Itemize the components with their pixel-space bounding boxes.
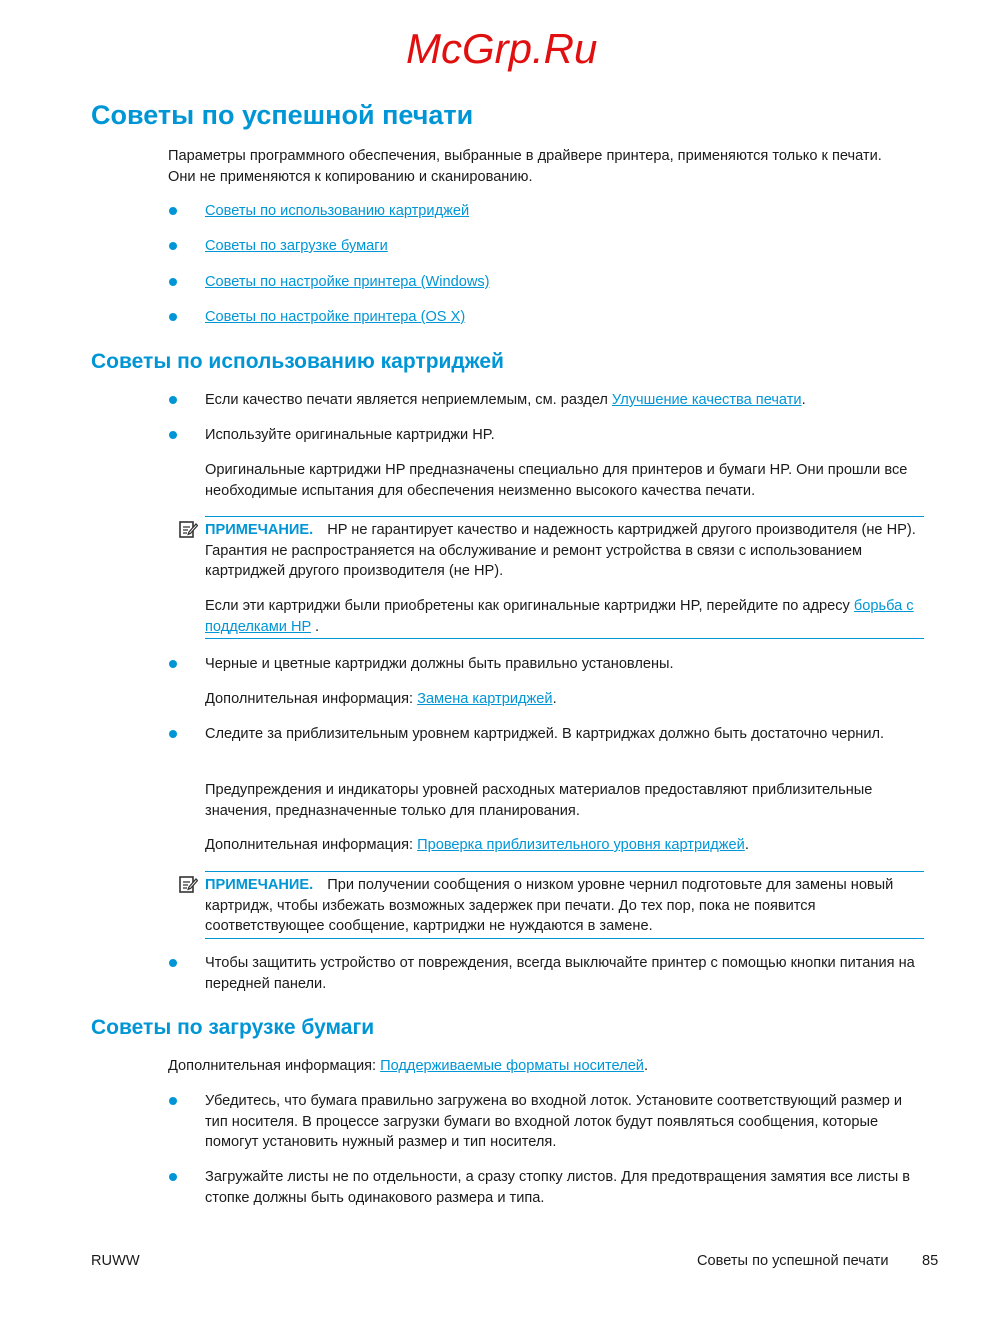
text: Если эти картриджи были приобретены как оригинальные картриджи HP, перейдите по адресу [205, 598, 854, 614]
page-number: 85 [922, 1253, 939, 1269]
toc-link-cartridges[interactable]: Советы по использованию картриджей [205, 203, 470, 219]
watermark: McGrp.Ru [406, 25, 598, 72]
footer-left: RUWW [91, 1253, 140, 1269]
text: . [310, 618, 320, 635]
section-heading-cartridges: Советы по использованию картриджей [91, 350, 504, 373]
page-title: Советы по успешной печати [91, 100, 474, 130]
anti-counterfeit-link[interactable]: борьба с подделками HP [205, 598, 914, 635]
toc-link-osx[interactable]: Советы по настройке принтера (OS X) [205, 309, 466, 325]
text: . [801, 392, 806, 408]
list-item [205, 390, 925, 411]
list-item: Чтобы защитить устройство от повреждения, всегда выключайте принтер с помощью кнопки питания на передней панели. [205, 955, 915, 992]
note-label: ПРИМЕЧАНИЕ. [205, 877, 314, 893]
text: . [643, 1058, 649, 1074]
bullet [169, 660, 177, 668]
text: Дополнительная информация: [205, 837, 418, 853]
intro-paragraph: Параметры программного обеспечения, выбранные в драйвере принтера, применяются только к печати. Они не применяются к копированию и сканированию. [168, 148, 882, 185]
toc-link-windows[interactable]: Советы по настройке принтера (Windows) [205, 274, 490, 290]
section-heading-paper: Советы по загрузке бумаги [91, 1016, 375, 1039]
bullet [169, 1173, 177, 1181]
toc-link-paper[interactable]: Советы по загрузке бумаги [205, 238, 388, 254]
bullet [169, 242, 177, 250]
note-rule [205, 516, 924, 517]
print-quality-link[interactable]: Улучшение качества печати [611, 392, 802, 408]
note-icon [178, 874, 198, 894]
bullet [169, 959, 177, 967]
check-ink-levels-link[interactable]: Проверка приблизительного уровня картриджей [417, 837, 745, 853]
text: Дополнительная информация: [205, 691, 418, 707]
replace-cartridges-link[interactable]: Замена картриджей [417, 691, 553, 707]
note-label: ПРИМЕЧАНИЕ. [205, 522, 314, 538]
list-item: Используйте оригинальные картриджи HP. [205, 427, 495, 443]
text: . [744, 837, 749, 853]
bullet [169, 730, 177, 738]
note-rule [205, 871, 924, 872]
note [205, 875, 925, 937]
note-text: HP не гарантирует качество и надежность картриджей другого производителя (не HP). Гарантия не распространяется на обслуживание и ремонт устройства в связи с использованием картриджей другого производителя (не HP). [205, 522, 916, 579]
bullet [169, 396, 177, 404]
bullet [169, 278, 177, 286]
note-text: При получении сообщения о низком уровне чернил подготовьте для замены новый картридж, чтобы избежать возможных задержек при печати. До тех пор, пока не появится соответствующее сообщение, картриджи не нуждаются в замене. [205, 877, 894, 934]
note-paragraph [205, 596, 925, 637]
text: Дополнительная информация: [168, 1058, 381, 1074]
paragraph [205, 689, 925, 710]
text: . [552, 691, 557, 707]
bullet [169, 431, 177, 439]
note-rule [205, 638, 924, 639]
supported-media-link[interactable]: Поддерживаемые форматы носителей [380, 1058, 644, 1074]
paragraph: Оригинальные картриджи HP предназначены специально для принтеров и бумаги HP. Они прошли все необходимые испытания для обеспечения неизменно высокого качества печати. [205, 462, 908, 499]
list-item: Черные и цветные картриджи должны быть правильно установлены. [205, 656, 674, 672]
text: Если качество печати является неприемлемым, см. раздел [205, 392, 612, 408]
list-item: Следите за приблизительным уровнем картриджей. В картриджах должно быть достаточно чернил. [205, 726, 885, 742]
bullet [169, 313, 177, 321]
list-item: Убедитесь, что бумага правильно загружена во входной лоток. Установите соответствующий размер и тип носителя. В процессе загрузки бумаги во входной лоток будут появляться сообщения, которые помогут установить нужный размер и тип носителя. [205, 1093, 903, 1150]
note [205, 520, 925, 582]
bullet [169, 1097, 177, 1105]
paragraph: Предупреждения и индикаторы уровней расходных материалов предоставляют приблизительные значения, предназначенные только для планирования. [205, 782, 873, 819]
note-rule [205, 938, 924, 939]
note-icon [178, 519, 198, 539]
list-item: Загружайте листы не по отдельности, а сразу стопку листов. Для предотвращения замятия все листы в стопке должны быть одинакового размера и типа. [205, 1169, 910, 1206]
paragraph [168, 1056, 908, 1077]
paragraph [205, 835, 925, 856]
footer-section: Советы по успешной печати [697, 1253, 889, 1269]
bullet [169, 207, 177, 215]
